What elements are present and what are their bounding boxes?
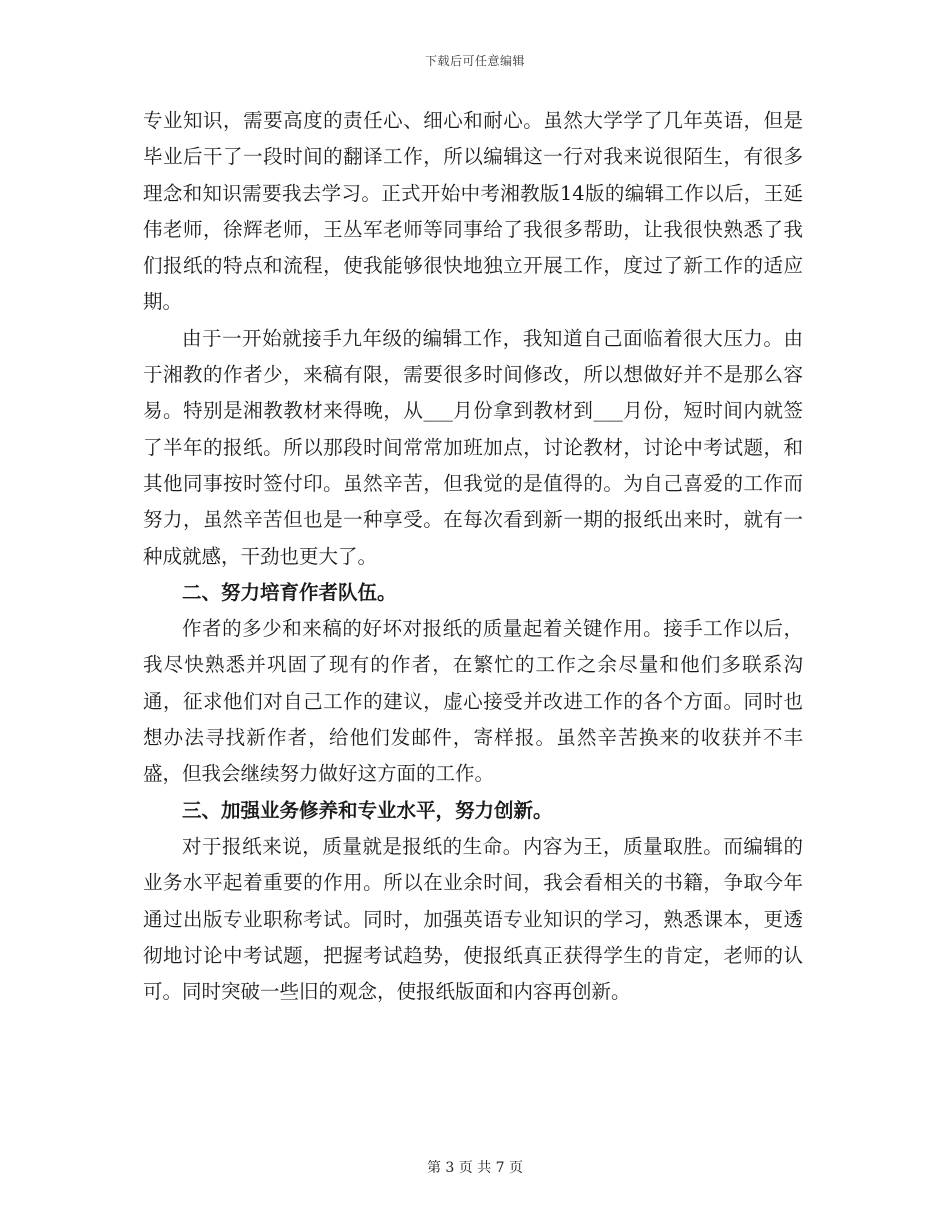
paragraph-1: 专业知识，需要高度的责任心、细心和耐心。虽然大学学了几年英语，但是毕业后干了一段时间的翻译工作，所以编辑这一行对我来说很陌生，有很多理念和知识需要我去学习。正式开始中考湘教版14版的编辑工作以后，王延伟老师，徐辉老师，王丛军老师等同事给了我很多帮助，让我很快熟悉了我们报纸的特点和流程，使我能够很快地独立开展工作，度过了新工作的适应期。 — [143, 109, 803, 314]
paragraph-4: 对于报纸来说，质量就是报纸的生命。内容为王，质量取胜。而编辑的业务水平起着重要的作用。所以在业余时间，我会看相关的书籍，争取今年通过出版专业职称考试。同时，加强英语专业知识的学习，熟悉课本，更透彻地讨论中考试题，把握考试趋势，使报纸真正获得学生的肯定，老师的认可。同时突破一些旧的观念，使报纸版面和内容再创新。 — [143, 834, 803, 1004]
page-header: 下载后可任意编辑 — [424, 54, 525, 68]
paragraph-3: 作者的多少和来稿的好坏对报纸的质量起着关键作用。接手工作以后，我尽快熟悉并巩固了现有的作者，在繁忙的工作之余尽量和他们多联系沟通，征求他们对自己工作的建议，虚心接受并改进工作的各个方面。同时也想办法寻找新作者，给他们发邮件，寄样报。虽然辛苦换来的收获并不丰盛，但我会继续努力做好这方面的工作。 — [143, 617, 803, 786]
document-body — [143, 103, 803, 1010]
paragraph-2: 由于一开始就接手九年级的编辑工作，我知道自己面临着很大压力。由于湘教的作者少，来稿有限，需要很多时间修改，所以想做好并不是那么容易。特别是湘教教材来得晚，从___月份拿到教材到___月份，短时间内就签了半年的报纸。所以那段时间常常加班加点，讨论教材，讨论中考试题，和其他同事按时签付印。虽然辛苦，但我觉的是值得的。为自己喜爱的工作而努力，虽然辛苦但也是一种享受。在每次看到新一期的报纸出来时，就有一种成就感，干劲也更大了。 — [143, 326, 803, 568]
section-heading-2: 二、努力培育作者队伍。 — [182, 580, 397, 604]
section-heading-3: 三、加强业务修养和专业水平，努力创新。 — [182, 798, 553, 822]
page-number: 第 3 页 共 7 页 — [426, 1160, 524, 1176]
